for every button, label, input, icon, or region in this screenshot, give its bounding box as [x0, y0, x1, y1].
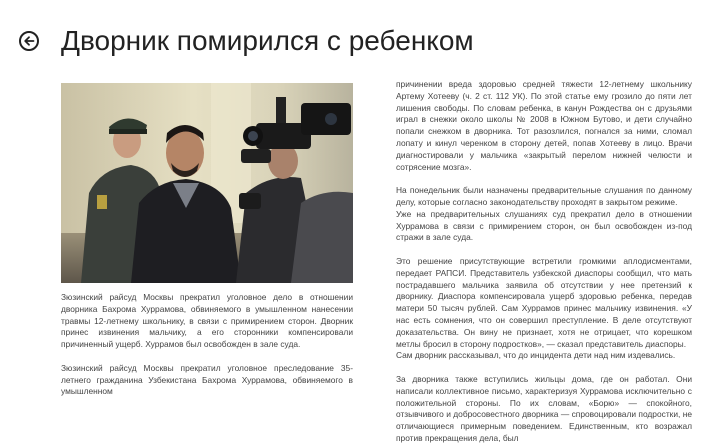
news-photo-image	[61, 83, 353, 283]
article-paragraph: причинении вреда здоровью средней тяжести 12-летнему школьнику Артему Хотееву (ч. 2 ст. 112 УК). По этой статье ему грозило до пяти лет лишения свободы. По словам ребенка, в канун Рождества он с друзьями играл в снежки около школы № 2008 в Южном Бутово, и дети случайно попали снежком в дворника. Тот разозлился, погнался за ними, сломал лопату и кинул черенком в сторону детей, попав Хотееву в лицо. Врачи диагностировали у мальчика «закрытый перелом нижней челюсти и сотрясение мозга».	[396, 79, 692, 172]
back-button[interactable]	[19, 31, 39, 51]
article-paragraph: На понедельник были назначены предварительные слушания по данному делу, которые согласно законодательству проходят в закрытом режиме. Уже на предварительных слушаниях суд прекратил дело в отношении Хуррамова в связи с примирением сторон, он был освобожден из-под стражи в зале суда.	[396, 185, 692, 243]
article-paragraph: За дворника также вступились жильцы дома, где он работал. Они написали коллективное письмо, характеризуя Хуррамова исключительно с положительной стороны. По их словам, «Борю» — спокойного, отзывчивого и добросовестного дворника — спровоцировали подростки, не отличающиеся примерным поведением. Единственным, кто возражал против прекращения дела, был	[396, 373, 692, 443]
article-column-right	[396, 79, 692, 445]
back-arrow-icon	[23, 35, 35, 47]
article-paragraph: Зюзинский райсуд Москвы прекратил уголовное преследование 35-летнего гражданина Узбекистана Бахрома Хуррамова, обвиняемого в умышленном	[61, 362, 353, 397]
article-paragraph: Это решение присутствующие встретили громкими аплодисментами, передает РАПСИ. Представитель узбекской диаспоры сообщил, что мать пострадавшего мальчика заявила об отсутствии у нее претензий к дворнику. Диаспора компенсировала ущерб здоровью ребенка, передав матери 50 тысяч рублей. Сам Хуррамов принес мальчику извинения. «У нас есть сомнения, что он совершил преступление. В деле отсутствуют доказательства. Он вину не признает, хотя не отрицает, что корешком метлы бросил в сторону подростков», — сказал представитель диаспоры. Сам дворник рассказывал, что до инцидента дети над ним издевались.	[396, 255, 692, 361]
article-paragraph: Зюзинский райсуд Москвы прекратил уголовное дело в отношении дворника Бахрома Хуррамова, обвиняемого в умышленном нанесении травмы 12-летнему школьнику, в связи с примирением сторон. Дворник принес извинения мальчику, а его сторонники компенсировали причиненный ущерб. Хуррамов был освобожден в зале суда.	[61, 292, 353, 350]
page-title: Дворник помирился с ребенком	[61, 25, 474, 56]
news-photo	[61, 83, 353, 283]
article-column-left	[61, 292, 353, 398]
